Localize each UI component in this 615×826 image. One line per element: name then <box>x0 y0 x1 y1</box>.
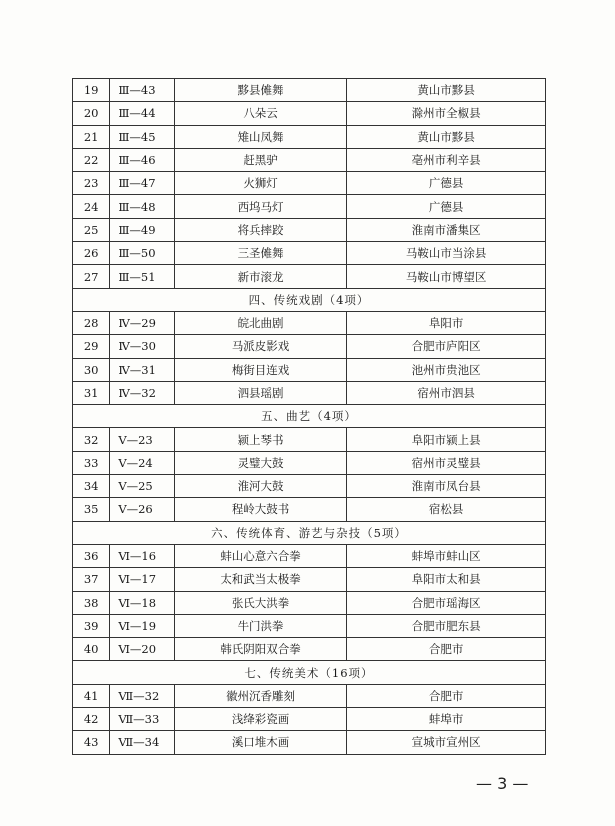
item-region: 黄山市黟县 <box>347 125 546 148</box>
table-row <box>73 428 546 451</box>
section-title: 四、传统戏剧（4项） <box>73 288 546 311</box>
item-name: 浅绛彩瓷画 <box>174 708 346 731</box>
item-code: Ⅵ—16 <box>110 544 175 567</box>
item-region: 宿松县 <box>347 498 546 521</box>
table-row <box>73 591 546 614</box>
item-name: 三圣傩舞 <box>174 242 346 265</box>
item-name: 颍上琴书 <box>174 428 346 451</box>
item-code: Ⅴ—24 <box>110 451 175 474</box>
item-region: 合肥市 <box>347 638 546 661</box>
page-number: — 3 — <box>476 774 529 793</box>
item-number: 41 <box>73 684 110 707</box>
item-code: Ⅲ—44 <box>110 102 175 125</box>
table-row <box>73 242 546 265</box>
table-row <box>73 498 546 521</box>
item-name: 程岭大鼓书 <box>174 498 346 521</box>
item-number: 26 <box>73 242 110 265</box>
item-code: Ⅶ—34 <box>110 731 175 754</box>
item-name: 张氏大洪拳 <box>174 591 346 614</box>
item-region: 马鞍山市当涂县 <box>347 242 546 265</box>
item-region: 合肥市瑶海区 <box>347 591 546 614</box>
item-code: Ⅲ—47 <box>110 172 175 195</box>
item-name: 溪口堆木画 <box>174 731 346 754</box>
item-number: 43 <box>73 731 110 754</box>
item-region: 池州市贵池区 <box>347 358 546 381</box>
item-name: 梅街目连戏 <box>174 358 346 381</box>
item-number: 32 <box>73 428 110 451</box>
item-number: 27 <box>73 265 110 288</box>
item-code: Ⅳ—29 <box>110 311 175 334</box>
item-name: 淮河大鼓 <box>174 475 346 498</box>
item-code: Ⅴ—25 <box>110 475 175 498</box>
item-region: 宿州市灵璧县 <box>347 451 546 474</box>
item-name: 灵璧大鼓 <box>174 451 346 474</box>
item-number: 35 <box>73 498 110 521</box>
item-name: 皖北曲剧 <box>174 311 346 334</box>
item-number: 42 <box>73 708 110 731</box>
section-header-row <box>73 288 546 311</box>
item-code: Ⅵ—19 <box>110 614 175 637</box>
table-row <box>73 638 546 661</box>
item-region: 阜阳市太和县 <box>347 568 546 591</box>
item-region: 滁州市全椒县 <box>347 102 546 125</box>
item-region: 阜阳市颍上县 <box>347 428 546 451</box>
item-number: 24 <box>73 195 110 218</box>
heritage-list-table <box>72 78 546 755</box>
table-row <box>73 125 546 148</box>
item-name: 太和武当太极拳 <box>174 568 346 591</box>
item-number: 33 <box>73 451 110 474</box>
table-row <box>73 451 546 474</box>
item-code: Ⅴ—26 <box>110 498 175 521</box>
item-code: Ⅶ—32 <box>110 684 175 707</box>
item-region: 马鞍山市博望区 <box>347 265 546 288</box>
item-code: Ⅲ—48 <box>110 195 175 218</box>
item-code: Ⅵ—20 <box>110 638 175 661</box>
item-code: Ⅲ—43 <box>110 79 175 102</box>
item-region: 宿州市泗县 <box>347 381 546 404</box>
item-number: 36 <box>73 544 110 567</box>
section-header-row <box>73 661 546 684</box>
item-region: 蚌埠市 <box>347 708 546 731</box>
item-number: 22 <box>73 148 110 171</box>
item-number: 34 <box>73 475 110 498</box>
item-code: Ⅳ—30 <box>110 335 175 358</box>
item-code: Ⅲ—46 <box>110 148 175 171</box>
item-number: 28 <box>73 311 110 334</box>
item-code: Ⅲ—50 <box>110 242 175 265</box>
item-name: 赶黑驴 <box>174 148 346 171</box>
section-header-row <box>73 405 546 428</box>
item-region: 淮南市凤台县 <box>347 475 546 498</box>
item-region: 广德县 <box>347 172 546 195</box>
item-number: 23 <box>73 172 110 195</box>
item-code: Ⅲ—45 <box>110 125 175 148</box>
table-row <box>73 358 546 381</box>
item-number: 30 <box>73 358 110 381</box>
table-row <box>73 708 546 731</box>
table-row <box>73 148 546 171</box>
item-number: 39 <box>73 614 110 637</box>
item-region: 黄山市黟县 <box>347 79 546 102</box>
table-body <box>73 79 546 755</box>
table-row <box>73 265 546 288</box>
table-row <box>73 381 546 404</box>
item-name: 韩氏阴阳双合拳 <box>174 638 346 661</box>
table-row <box>73 544 546 567</box>
item-number: 19 <box>73 79 110 102</box>
item-code: Ⅶ—33 <box>110 708 175 731</box>
item-name: 八朵云 <box>174 102 346 125</box>
item-name: 西坞马灯 <box>174 195 346 218</box>
item-name: 泗县瑶剧 <box>174 381 346 404</box>
item-region: 广德县 <box>347 195 546 218</box>
item-region: 淮南市潘集区 <box>347 218 546 241</box>
section-header-row <box>73 521 546 544</box>
table-row <box>73 568 546 591</box>
table-row <box>73 335 546 358</box>
item-number: 40 <box>73 638 110 661</box>
item-number: 20 <box>73 102 110 125</box>
section-title: 五、曲艺（4项） <box>73 405 546 428</box>
item-code: Ⅴ—23 <box>110 428 175 451</box>
item-region: 蚌埠市蚌山区 <box>347 544 546 567</box>
table-row <box>73 475 546 498</box>
table-row <box>73 195 546 218</box>
item-number: 21 <box>73 125 110 148</box>
table-row <box>73 172 546 195</box>
item-number: 29 <box>73 335 110 358</box>
table-row <box>73 79 546 102</box>
item-code: Ⅳ—31 <box>110 358 175 381</box>
item-code: Ⅵ—17 <box>110 568 175 591</box>
item-number: 38 <box>73 591 110 614</box>
item-number: 37 <box>73 568 110 591</box>
table-row <box>73 684 546 707</box>
item-code: Ⅲ—51 <box>110 265 175 288</box>
item-code: Ⅲ—49 <box>110 218 175 241</box>
item-name: 黟县傩舞 <box>174 79 346 102</box>
item-name: 火狮灯 <box>174 172 346 195</box>
item-code: Ⅵ—18 <box>110 591 175 614</box>
item-region: 亳州市利辛县 <box>347 148 546 171</box>
item-name: 雉山凤舞 <box>174 125 346 148</box>
table-row <box>73 311 546 334</box>
item-region: 合肥市庐阳区 <box>347 335 546 358</box>
item-region: 阜阳市 <box>347 311 546 334</box>
table-row <box>73 614 546 637</box>
section-title: 六、传统体育、游艺与杂技（5项） <box>73 521 546 544</box>
item-name: 牛门洪拳 <box>174 614 346 637</box>
table-row <box>73 731 546 754</box>
item-name: 蚌山心意六合拳 <box>174 544 346 567</box>
item-region: 合肥市肥东县 <box>347 614 546 637</box>
table-row <box>73 218 546 241</box>
item-name: 徽州沉香雕刻 <box>174 684 346 707</box>
item-number: 31 <box>73 381 110 404</box>
item-name: 将兵摔跤 <box>174 218 346 241</box>
section-title: 七、传统美术（16项） <box>73 661 546 684</box>
item-name: 马派皮影戏 <box>174 335 346 358</box>
table-row <box>73 102 546 125</box>
item-name: 新市滚龙 <box>174 265 346 288</box>
item-code: Ⅳ—32 <box>110 381 175 404</box>
item-region: 合肥市 <box>347 684 546 707</box>
item-region: 宣城市宣州区 <box>347 731 546 754</box>
item-number: 25 <box>73 218 110 241</box>
